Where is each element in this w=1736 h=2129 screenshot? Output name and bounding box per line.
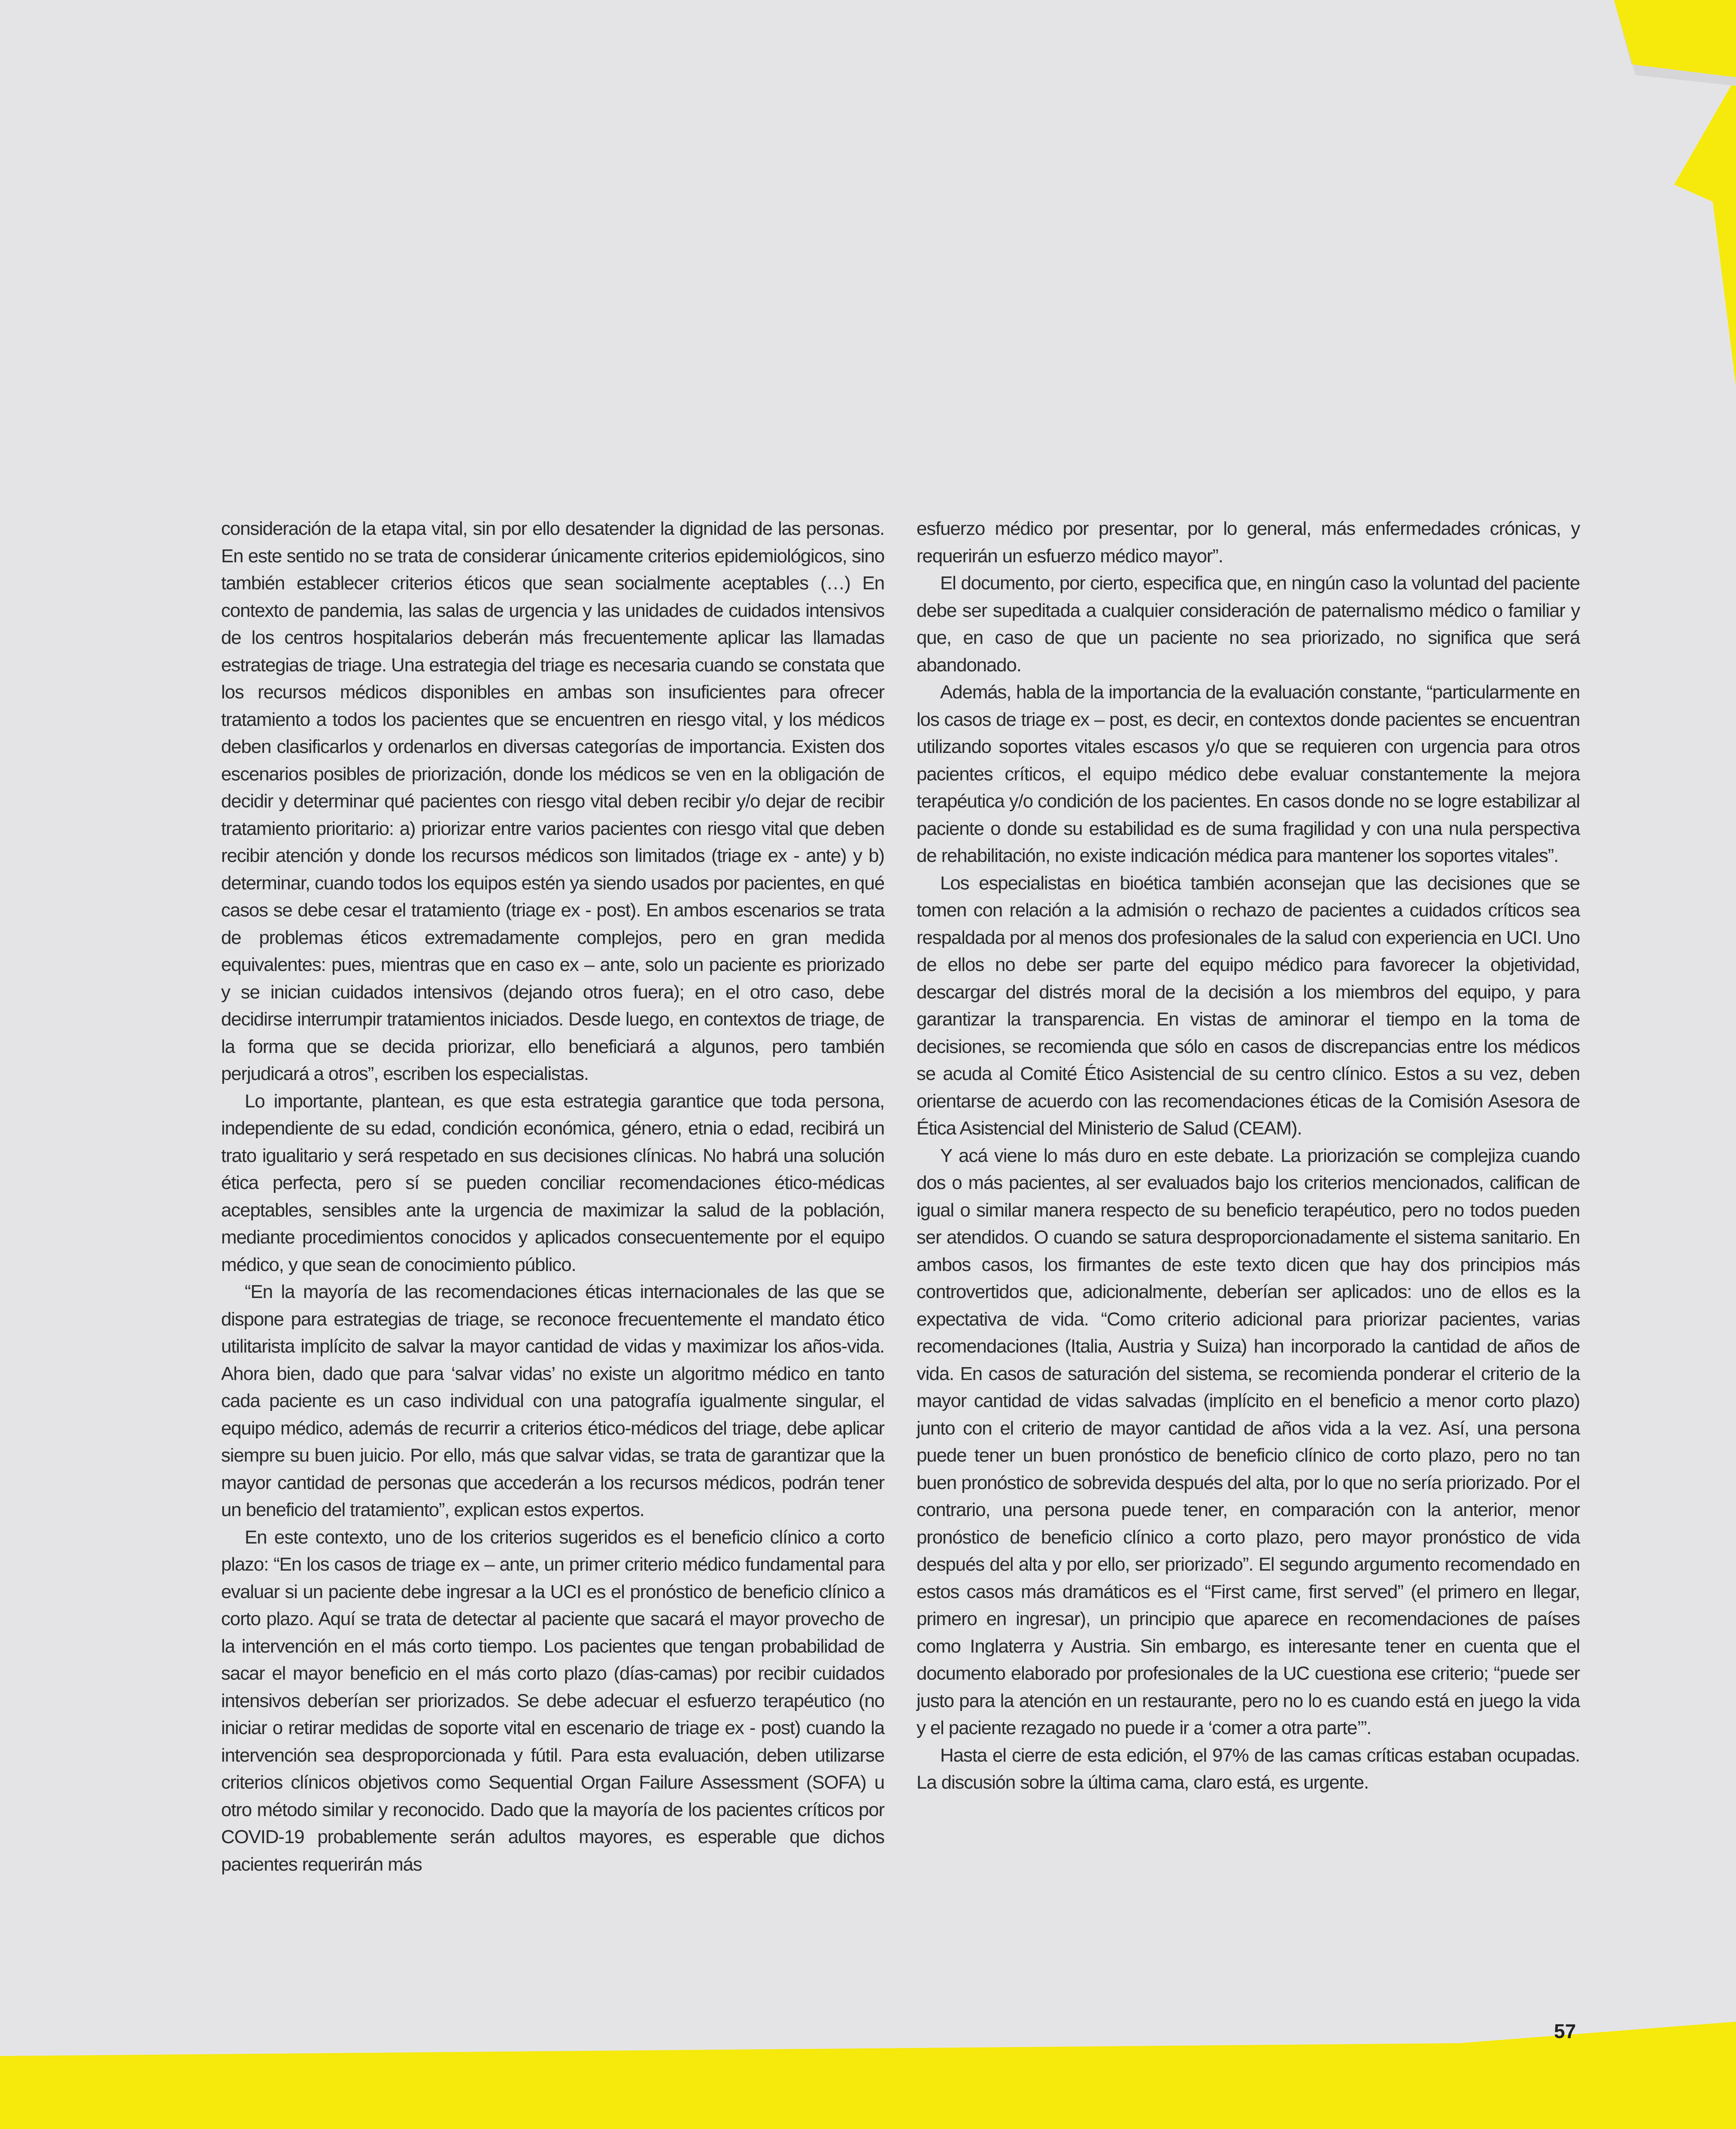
paragraph: Y acá viene lo más duro en este debate. La priorización se complejiza cuando dos o más pacientes, al ser evaluados bajo los criterios mencionados, califican de igual o similar manera respecto de su beneficio terapéutico, pero no todos pueden ser atendidos. O cuando se satura desproporcionadamente el sistema sanitario. En ambos casos, los firmantes de este texto dicen que hay dos principios más controvertidos que, adicionalmente, deberían ser aplicados: uno de ellos es la expectativa de vida. “Como criterio adicional para priorizar pacientes, varias recomendaciones (Italia, Austria y Suiza) han incorporado la cantidad de años de vida. En casos de saturación del sistema, se recomienda ponderar el criterio de la mayor cantidad de vidas salvadas (implícito en el beneficio a menor corto plazo) junto con el criterio de mayor cantidad de años vida a la vez. Así, una persona puede tener un buen pronóstico de beneficio clínico de corto plazo, pero no tan buen pronóstico de sobrevida después del alta, por lo que no sería priorizado. Por el contrario, una persona puede tener, en comparación con la anterior, menor pronóstico de beneficio clínico a corto plazo, pero mayor pronóstico de vida después del alta y por ello, ser priorizado”. El segundo argumento recomendado en estos casos más dramáticos es el “First came, first served” (el primero en llegar, primero en ingresar), un principio que aparece en recomendaciones de países como Inglaterra y Austria. Sin embargo, es interesante tener en cuenta que el documento elaborado por profesionales de la UC cuestiona ese criterio; “puede ser justo para la atención en un restaurante, pero no lo es cuando está en juego la vida y el paciente rezagado no puede ir a ‘comer a otra parte’”. — [917, 1145, 1580, 1738]
page-number: 57 — [1554, 2020, 1576, 2042]
paragraph: esfuerzo médico por presentar, por lo general, más enfermedades crónicas, y requerirán un esfuerzo médico mayor”. — [917, 518, 1580, 567]
article-column-left — [221, 515, 884, 1878]
paragraph: Los especialistas en bioética también aconsejan que las decisiones que se tomen con relación a la admisión o rechazo de pacientes a cuidados críticos sea respaldada por al menos dos profesionales de la salud con experiencia en UCI. Uno de ellos no debe ser parte del equipo médico para favorecer la objetividad, descargar del distrés moral de la decisión a los miembros del equipo, y para garantizar la transparencia. En vistas de aminorar el tiempo en la toma de decisiones, se recomienda que sólo en casos de discrepancias entre los médicos se acuda al Comité Ético Asistencial de su centro clínico. Estos a su vez, deben orientarse de acuerdo con las recomendaciones éticas de la Comisión Asesora de Ética Asistencial del Ministerio de Salud (CEAM). — [917, 872, 1580, 1139]
article-column-right — [917, 515, 1580, 1796]
paragraph: En este contexto, uno de los criterios sugeridos es el beneficio clínico a corto plazo: “En los casos de triage ex – ante, un primer criterio médico fundamental para evaluar si un paciente debe ingresar a la UCI es el pronóstico de beneficio clínico a corto plazo. Aquí se trata de detectar al paciente que sacará el mayor provecho de la intervención en el más corto tiempo. Los pacientes que tengan probabilidad de sacar el mayor beneficio en el más corto plazo (días-camas) por recibir cuidados intensivos deberían ser priorizados. Se debe adecuar el esfuerzo terapéutico (no iniciar o retirar medidas de soporte vital en escenario de triage ex - post) cuando la intervención sea desproporcionada y fútil. Para esta evaluación, deben utilizarse criterios clínicos objetivos como Sequential Organ Failure Assessment (SOFA) u otro método similar y reconocido. Dado que la mayoría de los pacientes críticos por COVID-19 probablemente serán adultos mayores, es esperable que dichos pacientes requerirán más — [221, 1526, 884, 1875]
paragraph: Lo importante, plantean, es que esta estrategia garantice que toda persona, independiente de su edad, condición económica, género, etnia o edad, recibirá un trato igualitario y será respetado en sus decisiones clínicas. No habrá una solución ética perfecta, pero sí se pueden conciliar recomendaciones ético-médicas aceptables, sensibles ante la urgencia de maximizar la salud de la población, mediante procedimientos conocidos y aplicados consecuentemente por el equipo médico, y que sean de conocimiento público. — [221, 1090, 884, 1275]
paragraph: Hasta el cierre de esta edición, el 97% de las camas críticas estaban ocupadas. La discusión sobre la última cama, claro está, es urgente. — [917, 1744, 1580, 1793]
paragraph: Además, habla de la importancia de la evaluación constante, “particularmente en los casos de triage ex – post, es decir, en contextos donde pacientes se encuentran utilizando soportes vitales escasos y/o que se requieren con urgencia para otros pacientes críticos, el equipo médico debe evaluar constantemente la mejora terapéutica y/o condición de los pacientes. En casos donde no se logre estabilizar al paciente o donde su estabilidad es de suma fragilidad y con una nula perspectiva de rehabilitación, no existe indicación médica para mantener los soportes vitales”. — [917, 682, 1580, 866]
paragraph: “En la mayoría de las recomendaciones éticas internacionales de las que se dispone para estrategias de triage, se reconoce frecuentemente el mandato ético utilitarista implícito de salvar la mayor cantidad de vidas y maximizar los años-vida. Ahora bien, dado que para ‘salvar vidas’ no existe un algoritmo médico en tanto cada paciente es un caso individual con una patografía igualmente singular, el equipo médico, además de recurrir a criterios ético-médicos del triage, debe aplicar siempre su buen juicio. Por ello, más que salvar vidas, se trata de garantizar que la mayor cantidad de personas que accederán a los recursos médicos, podrán tener un beneficio del tratamiento”, explican estos expertos. — [221, 1281, 884, 1520]
paragraph: El documento, por cierto, especifica que, en ningún caso la voluntad del paciente debe ser supeditada a cualquier consideración de paternalismo médico o familiar y que, en caso de que un paciente no sea priorizado, no significa que será abandonado. — [917, 573, 1580, 676]
paragraph: consideración de la etapa vital, sin por ello desatender la dignidad de las personas. En este sentido no se trata de considerar únicamente criterios epidemiológicos, sino también establecer criterios éticos que sean socialmente aceptables (…) En contexto de pandemia, las salas de urgencia y las unidades de cuidados intensivos de los centros hospitalarios deberán más frecuentemente aplicar las llamadas estrategias de triage. Una estrategia del triage es necesaria cuando se constata que los recursos médicos disponibles en ambas son insuficientes para ofrecer tratamiento a todos los pacientes que se encuentren en riesgo vital, y los médicos deben clasificarlos y ordenarlos en diversas categorías de importancia. Existen dos escenarios posibles de priorización, donde los médicos se ven en la obligación de decidir y determinar qué pacientes con riesgo vital deben recibir y/o dejar de recibir tratamiento prioritario: a) priorizar entre varios pacientes con riesgo vital que deben recibir atención y donde los recursos médicos son limitados (triage ex - ante) y b) determinar, cuando todos los equipos estén ya siendo usados por pacientes, en qué casos se debe cesar el tratamiento (triage ex - post). En ambos escenarios se trata de problemas éticos extremadamente complejos, pero en gran medida equivalentes: pues, mientras que en caso ex – ante, solo un paciente es priorizado y se inician cuidados intensivos (dejando otros fuera); en el otro caso, debe decidirse interrumpir tratamientos iniciados. Desde luego, en contextos de triage, de la forma que se decida priorizar, ello beneficiará a algunos, pero también perjudicará a otros”, escriben los especialistas. — [221, 518, 884, 1084]
